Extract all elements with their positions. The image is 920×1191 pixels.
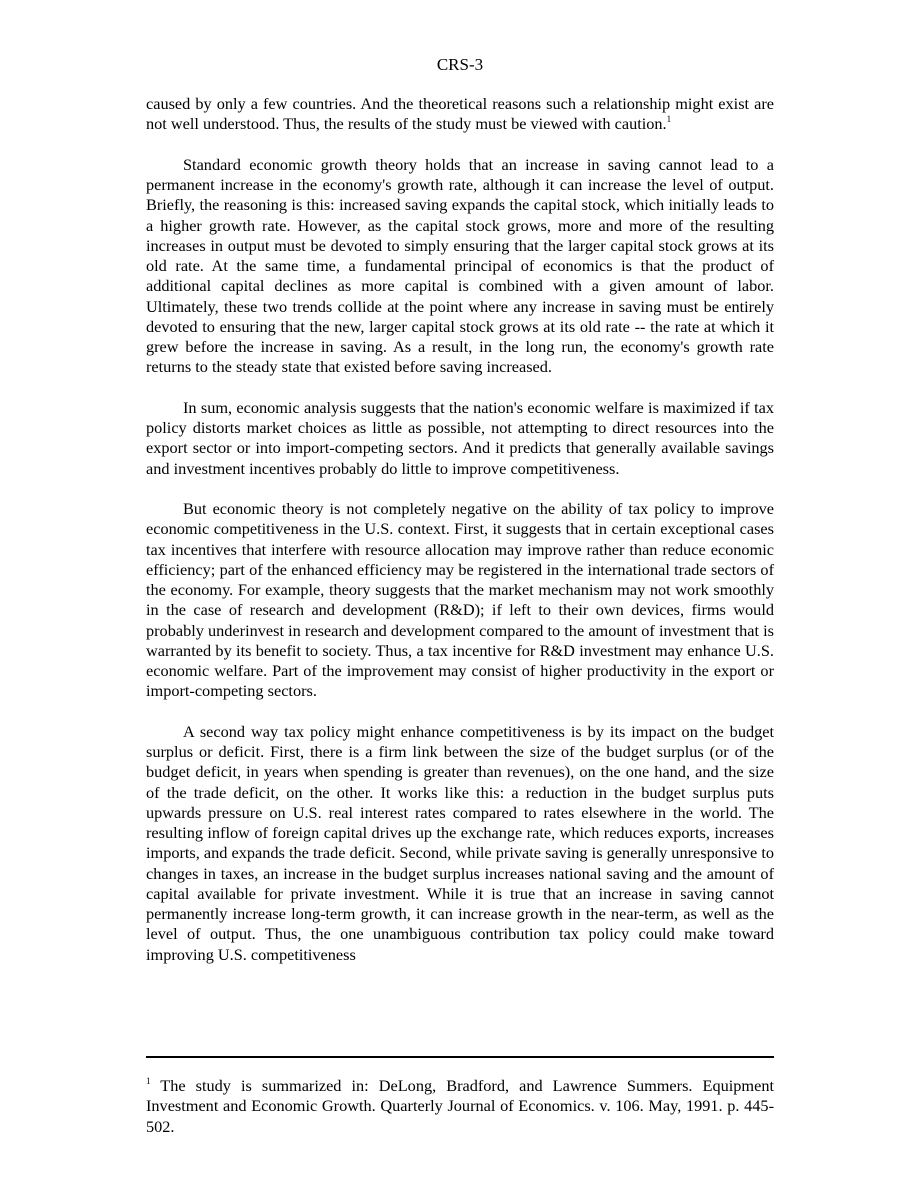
- paragraph-continuation: [146, 94, 774, 135]
- page-number-header: CRS-3: [436, 55, 484, 74]
- footnote-marker: 1: [146, 1076, 151, 1086]
- paragraph-rnd-incentives: But economic theory is not completely negative on the ability of tax policy to improve economic competitiveness in the U.S. context. First, it suggests that in certain exceptional cases tax incentives that interfere with resource allocation may improve rather than reduce economic efficiency; part of the enhanced efficiency may be registered in the international trade sectors of the economy. For example, theory suggests that the market mechanism may not work smoothly in the case of research and development (R&D); if left to their own devices, firms would probably underinvest in research and development compared to the amount of investment that is warranted by its benefit to society. Thus, a tax incentive for R&D investment may enhance U.S. economic welfare. Part of the improvement may consist of higher productivity in the export or import-competing sectors.: [146, 499, 774, 701]
- paragraph-budget-surplus: A second way tax policy might enhance competitiveness is by its impact on the budget surplus or deficit. First, there is a firm link between the size of the budget surplus (or of the budget deficit, in years when spending is greater than revenues), on the one hand, and the size of the trade deficit, on the other. It works like this: a reduction in the budget surplus puts upwards pressure on U.S. real interest rates compared to rates elsewhere in the world. The resulting inflow of foreign capital drives up the exchange rate, which reduces exports, increases imports, and expands the trade deficit. Second, while private saving is generally unresponsive to changes in taxes, an increase in the budget surplus increases national saving and the amount of capital available for private investment. While it is true that an increase in saving cannot permanently increase long-term growth, it can increase growth in the near-term, as well as the level of output. Thus, the one unambiguous contribution tax policy could make toward improving U.S. competitiveness: [146, 721, 774, 964]
- paragraph-growth-theory: Standard economic growth theory holds that an increase in saving cannot lead to a permanent increase in the economy's growth rate, although it can increase the level of output. Briefly, the reasoning is this: increased saving expands the capital stock, which initially leads to a higher growth rate. However, as the capital stock grows, more and more of the resulting increases in output must be devoted to simply ensuring that the larger capital stock grows at its old rate. At the same time, a fundamental principal of economics is that the product of additional capital declines as more capital is combined with a given amount of labor. Ultimately, these two trends collide at the point where any increase in saving must be entirely devoted to ensuring that the new, larger capital stock grows at its old rate -- the rate at which it grew before the increase in saving. As a result, in the long run, the economy's growth rate returns to the steady state that existed before saving increased.: [146, 154, 774, 377]
- paragraph-text: caused by only a few countries. And the theoretical reasons such a relationship might exist are not well understood. Thus, the results of the study must be viewed with caution.: [146, 94, 774, 134]
- footnote-reference: 1: [666, 114, 672, 125]
- paragraph-summary: In sum, economic analysis suggests that the nation's economic welfare is maximized if tax policy distorts market choices as little as possible, not attempting to direct resources into the export sector or into import-competing sectors. And it predicts that generally available savings and investment incentives probably do little to improve competitiveness.: [146, 397, 774, 478]
- footnote: [146, 1076, 774, 1137]
- document-body: [146, 94, 774, 985]
- footnote-text: The study is summarized in: DeLong, Bradford, and Lawrence Summers. Equipment Investment and Economic Growth. Quarterly Journal of Economics. v. 106. May, 1991. p. 445-502.: [146, 1076, 774, 1136]
- footnote-divider: [146, 1056, 774, 1058]
